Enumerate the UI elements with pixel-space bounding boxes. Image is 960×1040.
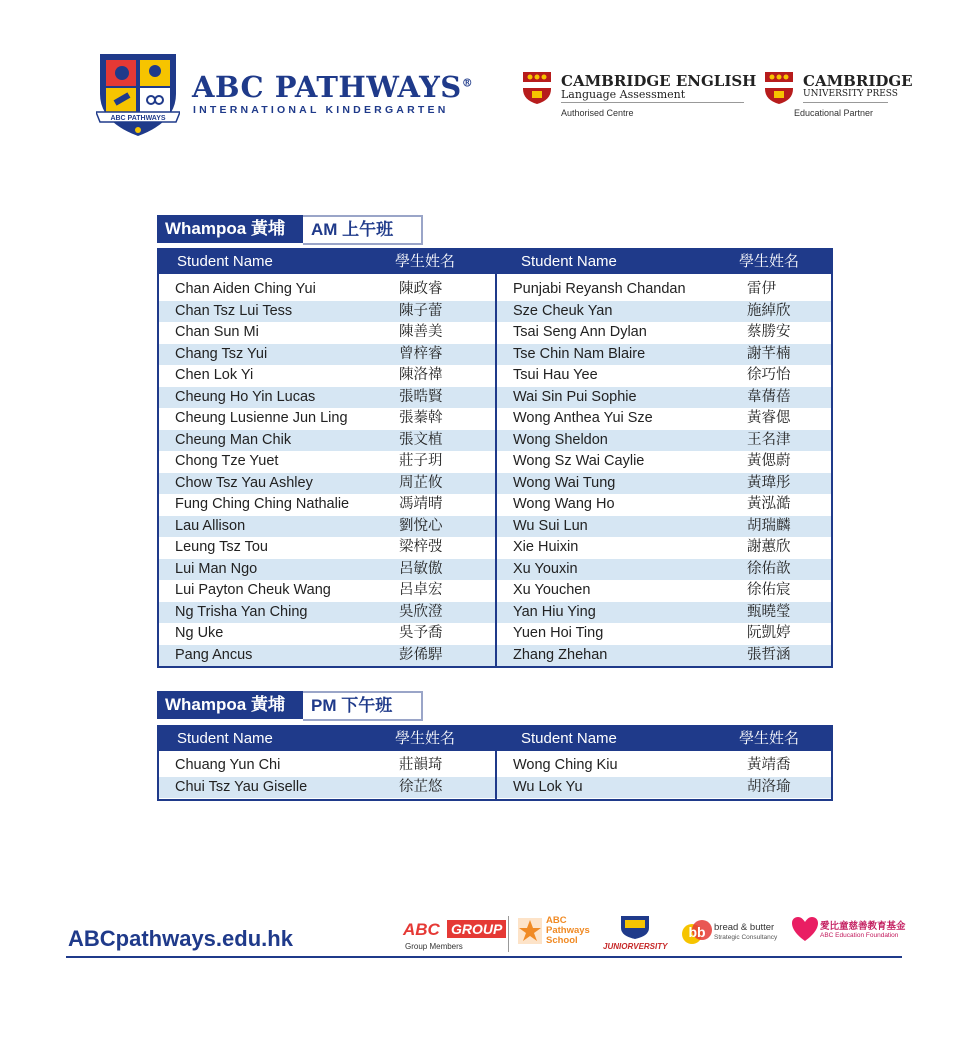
table-row: [497, 559, 831, 580]
student-chinese-name: 黃偲蔚: [747, 453, 791, 469]
table-row: [159, 623, 495, 644]
student-english-name: Wai Sin Pui Sophie: [513, 388, 637, 405]
abc-pathways-title: ABC PATHWAYS®: [192, 70, 474, 104]
student-chinese-name: 吳予喬: [399, 625, 443, 641]
school-name: ABC Pathways School: [546, 915, 590, 946]
cambridge-press-subtitle: UNIVERSITY PRESS: [803, 89, 898, 99]
shield-ribbon-text: ABC PATHWAYS: [110, 115, 166, 122]
bread-butter-logo: [680, 914, 785, 954]
student-chinese-name: 莊子玥: [399, 453, 443, 469]
student-chinese-name: 甄曉瑩: [747, 603, 791, 620]
svg-text:bb: bb: [688, 924, 706, 940]
table-row: [159, 408, 495, 429]
student-chinese-name: 劉悅心: [399, 517, 443, 534]
table-row: [159, 602, 495, 623]
cambridge-crest-icon: [522, 71, 552, 105]
student-chinese-name: 謝蕙欣: [747, 539, 791, 555]
table-row: [497, 301, 831, 322]
group-text: GROUP: [447, 920, 506, 938]
school-star-icon: [516, 914, 544, 948]
student-chinese-name: 曾梓睿: [399, 345, 443, 362]
student-english-name: Lui Man Ngo: [175, 560, 258, 577]
student-english-name: Ng Uke: [175, 625, 224, 641]
pm-student-table: [157, 725, 833, 801]
divider: [803, 102, 888, 103]
student-chinese-name: 施綽欣: [747, 302, 791, 319]
header-student-name: Student Name: [521, 730, 617, 747]
student-english-name: Chui Tsz Yau Giselle: [175, 778, 308, 795]
student-chinese-name: 黃瑋彤: [747, 474, 791, 491]
student-chinese-name: 梁梓弢: [399, 539, 443, 555]
group-members-label: Group Members: [405, 942, 463, 951]
pm-location-label: Whampoa 黃埔: [157, 691, 303, 719]
table-row: [497, 580, 831, 601]
student-english-name: Wu Lok Yu: [513, 778, 583, 795]
abc-foundation-logo: [790, 914, 904, 954]
table-row: [497, 408, 831, 429]
student-english-name: Xu Youchen: [513, 582, 591, 598]
table-row: [497, 322, 831, 343]
student-chinese-name: 陳善美: [399, 324, 443, 340]
student-chinese-name: 張晧賢: [399, 388, 443, 405]
am-session-label: AM 上午班: [303, 215, 423, 245]
student-chinese-name: 徐芷悠: [399, 778, 443, 795]
table-row: [159, 516, 495, 537]
table-row: [497, 365, 831, 386]
student-chinese-name: 莊韻琦: [399, 757, 443, 773]
student-chinese-name: 黃泓澔: [747, 496, 791, 512]
table-row: [159, 387, 495, 408]
student-chinese-name: 胡洛瑜: [747, 778, 791, 795]
table-row: [159, 473, 495, 494]
student-chinese-name: 阮凱婷: [747, 625, 791, 641]
student-english-name: Tsai Seng Ann Dylan: [513, 324, 647, 340]
header-chinese-name: 學生姓名: [395, 730, 456, 747]
student-english-name: Yan Hiu Ying: [513, 603, 596, 620]
header-student-name: Student Name: [177, 730, 273, 747]
table-row: [159, 322, 495, 343]
divider: [561, 102, 744, 103]
student-english-name: Cheung Lusienne Jun Ling: [175, 410, 348, 426]
table-row: [497, 623, 831, 644]
student-english-name: Xu Youxin: [513, 560, 578, 577]
table-row: [159, 365, 495, 386]
table-row: [497, 430, 831, 451]
pm-session-label: PM 下午班: [303, 691, 423, 721]
foundation-chinese-name: 愛比童慈善教育基金: [820, 921, 906, 932]
student-english-name: Wong Ching Kiu: [513, 757, 618, 773]
student-english-name: Lui Payton Cheuk Wang: [175, 582, 331, 598]
student-english-name: Leung Tsz Tou: [175, 539, 268, 555]
table-row: [497, 494, 831, 515]
table-row: [159, 301, 495, 322]
bread-butter-subtitle: Strategic Consultancy: [714, 934, 778, 941]
student-english-name: Cheung Ho Yin Lucas: [175, 388, 316, 405]
student-english-name: Wong Anthea Yui Sze: [513, 410, 653, 426]
header-chinese-name: 學生姓名: [739, 253, 800, 270]
am-student-table: [157, 248, 833, 668]
student-english-name: Ng Trisha Yan Ching: [175, 603, 308, 620]
abc-shield-logo: [96, 48, 180, 138]
bread-butter-name: bread & butter: [714, 922, 775, 933]
student-chinese-name: 陳子蕾: [399, 302, 443, 319]
student-chinese-name: 陳洛禕: [399, 367, 443, 383]
juniorversity-shield-icon: [617, 914, 653, 940]
table-row: [497, 344, 831, 365]
header-chinese-name: 學生姓名: [739, 730, 800, 747]
student-english-name: Wu Sui Lun: [513, 517, 588, 534]
foundation-english-name: ABC Education Foundation: [820, 932, 899, 939]
student-english-name: Chong Tze Yuet: [175, 453, 279, 469]
cambridge-english-logo: [522, 71, 757, 121]
table-row: [497, 387, 831, 408]
educational-partner-label: Educational Partner: [794, 108, 874, 118]
heart-icon: [790, 914, 820, 944]
student-english-name: Yuen Hoi Ting: [513, 625, 604, 641]
student-chinese-name: 吳欣澄: [399, 603, 443, 620]
website-link[interactable]: ABCpathways.edu.hk: [68, 926, 293, 951]
student-chinese-name: 陳政睿: [399, 281, 443, 297]
abc-pathways-subtitle: INTERNATIONAL KINDERGARTEN: [193, 104, 449, 116]
student-english-name: Tsui Hau Yee: [513, 367, 598, 383]
student-chinese-name: 黃睿偲: [747, 410, 791, 426]
footer-separator: [508, 916, 509, 952]
student-english-name: Wong Sheldon: [513, 431, 608, 448]
table-row: [497, 777, 831, 798]
student-chinese-name: 雷伊: [747, 281, 776, 297]
student-english-name: Sze Cheuk Yan: [513, 302, 613, 319]
student-english-name: Wong Wang Ho: [513, 496, 615, 512]
abc-group-logo: [403, 914, 503, 954]
student-english-name: Chuang Yun Chi: [175, 757, 281, 773]
student-chinese-name: 張哲涵: [747, 646, 791, 663]
table-row: [497, 537, 831, 558]
table-row: [159, 344, 495, 365]
cambridge-press-logo: [764, 71, 913, 121]
cambridge-crest-icon: [764, 71, 794, 105]
student-chinese-name: 徐佑宸: [747, 582, 791, 598]
table-row: [497, 473, 831, 494]
student-english-name: Wong Sz Wai Caylie: [513, 453, 645, 469]
student-chinese-name: 胡瑞麟: [747, 517, 791, 534]
table-row: [159, 559, 495, 580]
student-english-name: Tse Chin Nam Blaire: [513, 345, 646, 362]
student-chinese-name: 張文植: [399, 431, 443, 448]
footer-divider: [66, 956, 902, 958]
header-student-name: Student Name: [177, 253, 273, 270]
table-row: [159, 451, 495, 472]
student-chinese-name: 馮靖晴: [399, 496, 443, 512]
table-row: [159, 279, 495, 300]
student-english-name: Xie Huixin: [513, 539, 579, 555]
student-chinese-name: 徐佑歆: [747, 560, 791, 577]
abc-pathways-school-logo: [516, 914, 600, 954]
student-chinese-name: 周芷攸: [399, 474, 443, 491]
student-english-name: Fung Ching Ching Nathalie: [175, 496, 350, 512]
table-row: [159, 777, 495, 798]
student-english-name: Lau Allison: [175, 517, 246, 534]
student-english-name: Chang Tsz Yui: [175, 345, 268, 362]
student-chinese-name: 黃靖喬: [747, 757, 791, 773]
table-row: [497, 645, 831, 666]
am-location-label: Whampoa 黃埔: [157, 215, 303, 243]
cambridge-press-title: CAMBRIDGE: [803, 72, 913, 90]
student-chinese-name: 呂卓宏: [399, 582, 443, 598]
student-english-name: Punjabi Reyansh Chandan: [513, 281, 686, 297]
student-english-name: Chan Sun Mi: [175, 324, 259, 340]
table-row: [159, 430, 495, 451]
student-chinese-name: 呂敏傲: [399, 560, 443, 577]
table-row: [497, 755, 831, 776]
student-english-name: Zhang Zhehan: [513, 646, 608, 663]
student-chinese-name: 張蓁斡: [399, 410, 443, 426]
juniorversity-text: JUNIORVERSITY: [603, 942, 668, 951]
table-row: [159, 494, 495, 515]
student-chinese-name: 韋蒨蓓: [747, 388, 791, 405]
table-row: [159, 755, 495, 776]
cambridge-english-title: CAMBRIDGE ENGLISH: [561, 72, 757, 90]
table-row: [497, 516, 831, 537]
student-english-name: Chan Aiden Ching Yui: [175, 281, 316, 297]
student-english-name: Chan Tsz Lui Tess: [175, 302, 293, 319]
student-chinese-name: 王名津: [747, 431, 791, 448]
student-chinese-name: 謝芊楠: [747, 345, 791, 362]
table-row: [159, 580, 495, 601]
student-chinese-name: 彭俙駻: [399, 646, 443, 663]
student-chinese-name: 徐巧怡: [747, 367, 791, 383]
juniorversity-logo: [603, 914, 673, 954]
student-english-name: Pang Ancus: [175, 646, 253, 663]
student-chinese-name: 蔡勝安: [747, 324, 791, 340]
student-english-name: Chen Lok Yi: [175, 367, 254, 383]
authorised-centre-label: Authorised Centre: [561, 108, 634, 118]
student-english-name: Wong Wai Tung: [513, 474, 616, 491]
table-row: [497, 451, 831, 472]
table-row: [159, 537, 495, 558]
header-chinese-name: 學生姓名: [395, 253, 456, 270]
registered-mark: ®: [461, 76, 474, 90]
table-row: [497, 602, 831, 623]
student-english-name: Chow Tsz Yau Ashley: [175, 474, 313, 491]
header-student-name: Student Name: [521, 253, 617, 270]
student-english-name: Cheung Man Chik: [175, 431, 292, 448]
bread-butter-icon: [680, 914, 714, 948]
table-row: [159, 645, 495, 666]
cambridge-english-subtitle: Language Assessment: [561, 88, 686, 101]
abc-group-text: ABC: [403, 920, 440, 939]
table-row: [497, 279, 831, 300]
